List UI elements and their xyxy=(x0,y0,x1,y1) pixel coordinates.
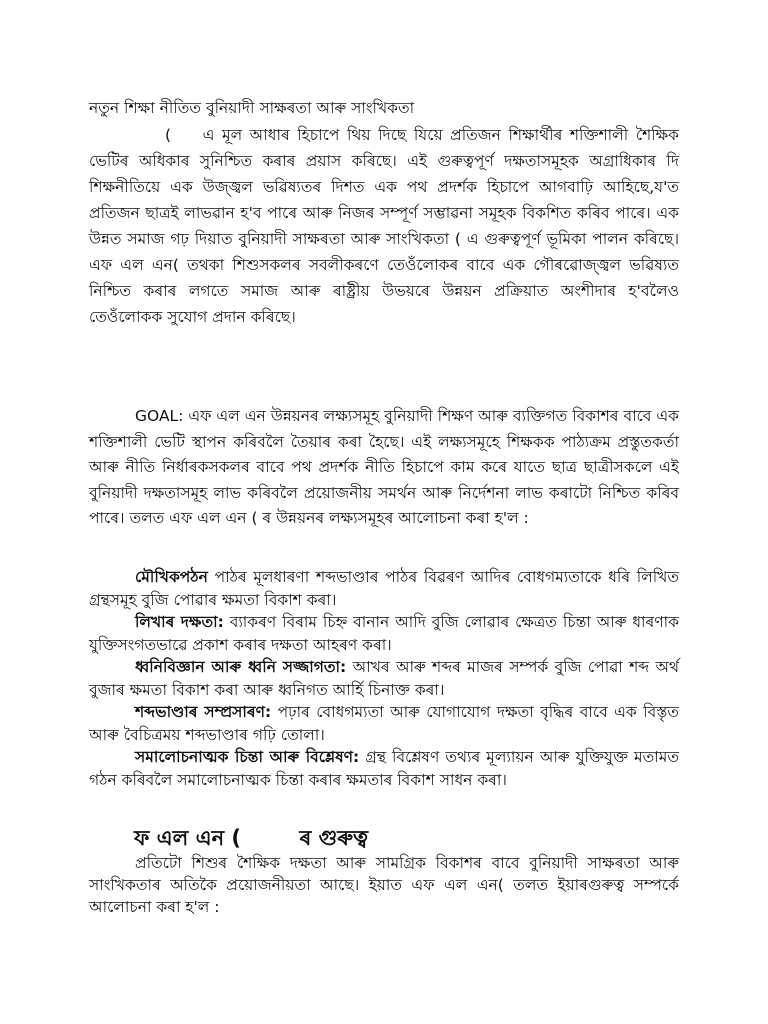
intro-paragraph xyxy=(89,122,679,330)
document-title: নতুন শিক্ষা নীতিত বুনিয়াদী সাক্ষৰতা আৰু সাংখিকতা xyxy=(89,99,415,117)
item-term: শব্দভাণ্ডাৰ সম্প্ৰসাৰণ: xyxy=(135,703,272,721)
item-text: পাঠৰ মূলধাৰণা শব্দভাণ্ডাৰ পাঠৰ বিৱৰণ আদিৰ বোধগম্যতাকে ধৰি লিখিত গ্ৰন্থসমূহ বুজি পোৱাৰ ক্ষমতা বিকাশ কৰা। xyxy=(89,568,679,609)
importance-paragraph: প্ৰতিটো শিশুৰ শৈক্ষিক দক্ষতা আৰু সামগ্ৰিক বিকাশৰ বাবে বুনিয়াদী সাক্ষৰতা আৰু সাংখিকতাৰ অতিকৈ প্ৰয়োজনীয়তা আছে। ইয়াত এফ এল এন( তলত ইয়াৰগুৰুত্ব সম্পৰ্কে আলোচনা কৰা হ'ল : xyxy=(89,854,679,916)
item-term: লিখাৰ দক্ষতা: xyxy=(135,613,224,631)
item-text: গ্ৰন্থ বিশ্লেষণ তথ্যৰ মূল্যায়ন আৰু যুক্তিযুক্ত মতামত গঠন কৰিবলৈ সমালোচনাত্মক চিন্তা কৰাৰ ক্ষমতাৰ বিকাশ সাধন কৰা। xyxy=(89,748,679,789)
item-term: ধ্বনিবিজ্ঞান আৰু ধ্বনি সজ্জাগতা: xyxy=(135,658,347,676)
list-item xyxy=(89,566,679,611)
intro-paren: ( xyxy=(165,126,172,144)
item-term: মৌখিকপঠন xyxy=(135,568,208,586)
item-text: পঢ়াৰ বোধগম্যতা আৰু যোগাযোগ দক্ষতা বৃদ্ধিৰ বাবে এক বিস্তৃত আৰু বৈচিত্ৰময় শব্দভাণ্ডাৰ গঢ়ি তোলা। xyxy=(89,703,679,744)
goal-text: এফ এল এন উন্নয়নৰ লক্ষ্যসমূহ বুনিয়াদী শিক্ষণ আৰু ব্যক্তিগত বিকাশৰ বাবে এক শক্তিশালী ভেটি স্থাপন কৰিবলৈ তৈয়াৰ কৰা হৈছে। এই লক্ষ্যসমূহে শিক্ষকক পাঠ্যক্ৰম প্ৰস্তুতকৰ্তা আৰু নীতি নিৰ্ধাৰকসকলৰ বাবে পথ প্ৰদৰ্শক নীতি হিচাপে কাম কৰে যাতে ছাত্ৰ ছাত্ৰীসকলে এই বুনিয়াদী দক্ষতাসমূহ লাভ কৰিবলৈ প্ৰয়োজনীয় সমৰ্থন আৰু নিৰ্দেশনা লাভ কৰাটো নিশ্চিত কৰিব পাৰে। তলত এফ এল এন ( ৰ উন্নয়নৰ লক্ষ্যসমূহৰ আলোচনা কৰা হ'ল : xyxy=(89,407,679,527)
list-item xyxy=(89,611,679,656)
list-item xyxy=(89,746,679,791)
goal-paragraph xyxy=(89,404,679,532)
item-text: ব্যাকৰণ বিৰাম চিহ্ন বানান আদি বুজি লোৱাৰ ক্ষেত্ৰত চিন্তা আৰু ধাৰণাক যুক্তিসংগতভাৱে প্ৰকাশ কৰাৰ দক্ষতা আহৰণ কৰা। xyxy=(89,613,679,654)
section-heading: ফ এল এন ( ৰ গুৰুত্ব xyxy=(134,826,369,850)
intro-text: এ মূল আধাৰ হিচাপে থিয় দিছে যিয়ে প্ৰতিজন শিক্ষাৰ্থীৰ শক্তিশালী শৈক্ষিক ভেটিৰ অধিকাৰ সুনিশ্চিত কৰাৰ প্ৰয়াস কৰিছে। এই গুৰুত্বপূৰ্ণ দক্ষতাসমূহক অগ্ৰাধিকাৰ দি শিক্ষনীতিয়ে এক উজ্জ্বল ভৱিষ্যতৰ দিশত এক পথ প্ৰদৰ্শক হিচাপে আগবাঢ়ি আহিছে,য'ত প্ৰতিজন ছাত্ৰই লাভৱান হ'ব পাৰে আৰু নিজৰ সম্পূৰ্ণ সম্ভাৱনা সমূহক বিকশিত কৰিব পাৰে। এক উন্নত সমাজ গঢ় দিয়াত বুনিয়াদী সাক্ষৰতা আৰু সাংখিকতা ( এ গুৰুত্বপূৰ্ণ ভূমিকা পালন কৰিছে। এফ এল এন( তথকা শিশুসকলৰ সবলীকৰণে তেওঁলোকৰ বাবে এক গৌৰৱোজ্জ্বল ভৱিষ্যত নিশ্চিত কৰাৰ লগতে সমাজ আৰু ৰাষ্ট্ৰীয় উভয়ৰে উন্নয়ন প্ৰক্ৰিয়াত অংশীদাৰ হ'বলৈও তেওঁলোকক সুযোগ প্ৰদান কৰিছে। xyxy=(89,126,679,326)
goal-items-list xyxy=(89,566,679,791)
item-term: সমালোচনাত্মক চিন্তা আৰু বিশ্লেষণ: xyxy=(135,748,360,766)
item-text: আখৰ আৰু শব্দৰ মাজৰ সম্পৰ্ক বুজি পোৱা শব্দ অৰ্থ বুজাৰ ক্ষমতা বিকাশ কৰা আৰু ধ্বনিগত আৰ্হি চিনাক্ত কৰা। xyxy=(89,658,679,699)
list-item xyxy=(89,656,679,701)
list-item xyxy=(89,701,679,746)
goal-label: GOAL: xyxy=(135,407,184,425)
